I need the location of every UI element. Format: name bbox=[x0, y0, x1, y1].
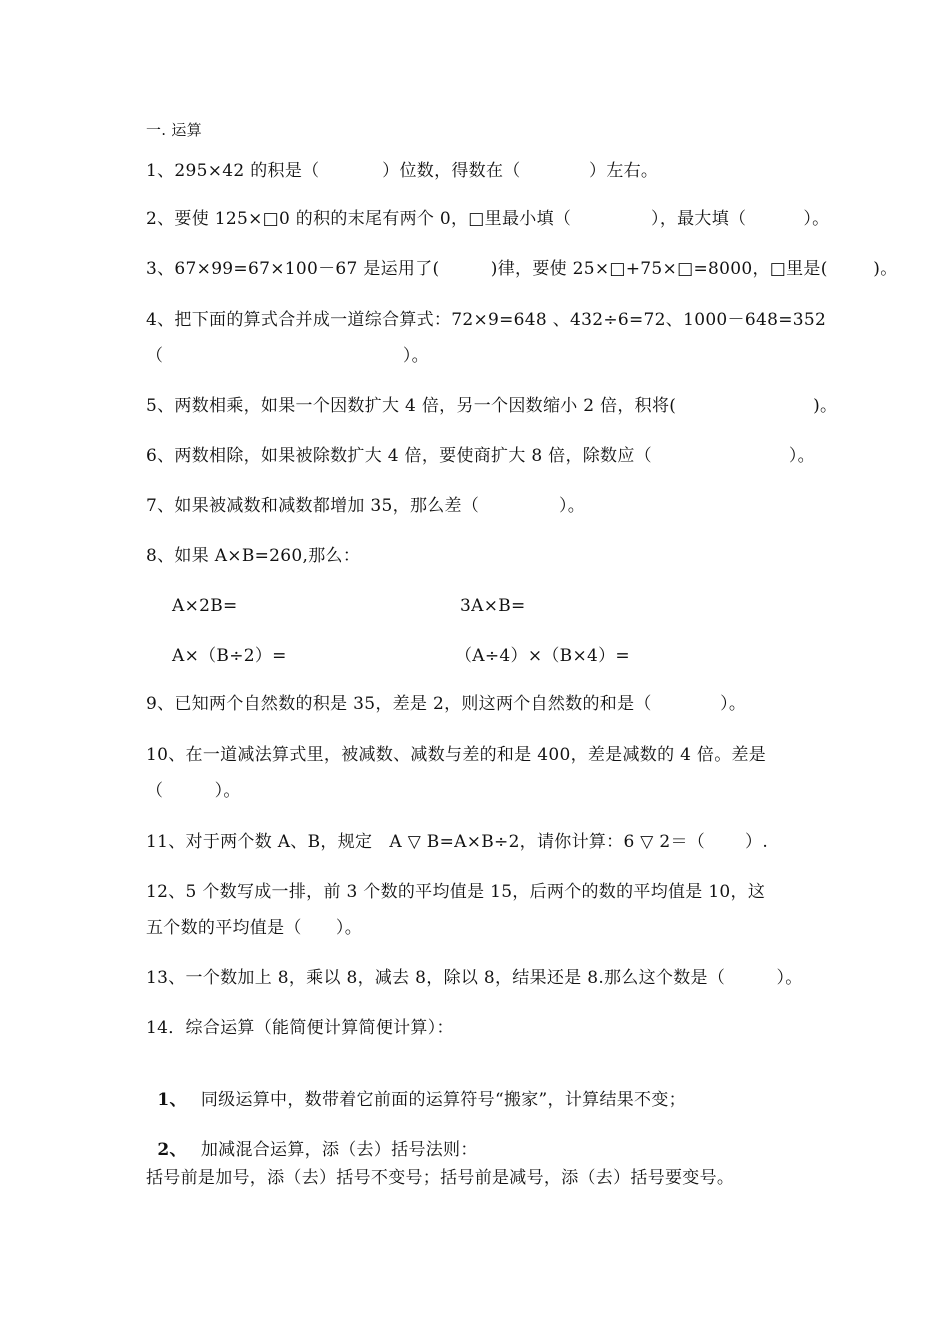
question-2: 2、要使 125×□0 的积的末尾有两个 0，□里最小填（ ），最大填（ ）。 bbox=[146, 209, 830, 229]
question-9: 9、已知两个自然数的积是 35，差是 2，则这两个自然数的和是（ ）。 bbox=[146, 694, 747, 714]
rule-2-detail: 括号前是加号，添（去）括号不变号；括号前是减号，添（去）括号要变号。 bbox=[146, 1168, 735, 1188]
question-8-item-1: A×2B= bbox=[172, 596, 238, 616]
question-13: 13、一个数加上 8，乘以 8，减去 8，除以 8，结果还是 8.那么这个数是（ ）。 bbox=[146, 968, 803, 988]
question-4-line-2: （ ）。 bbox=[146, 346, 429, 366]
rule-1-number: 1、 bbox=[157, 1090, 187, 1110]
question-12-line-2: 五个数的平均值是（ ）。 bbox=[146, 918, 363, 938]
question-10-line-1: 10、在一道减法算式里，被减数、减数与差的和是 400，差是减数的 4 倍。差是 bbox=[146, 745, 767, 765]
question-8-item-4: （A÷4）×（B×4）= bbox=[455, 646, 630, 666]
rule-2 bbox=[146, 1117, 478, 1161]
question-4-line-1: 4、把下面的算式合并成一道综合算式：72×9=648 、432÷6=72、1000－648=352 bbox=[146, 310, 827, 330]
section-heading: 一. 运算 bbox=[146, 121, 203, 139]
question-14: 14．综合运算（能简便计算简便计算）： bbox=[146, 1018, 454, 1038]
question-6: 6、两数相除，如果被除数扩大 4 倍，要使商扩大 8 倍，除数应（ ）。 bbox=[146, 446, 815, 466]
question-8: 8、如果 A×B=260,那么： bbox=[146, 546, 361, 566]
question-3: 3、67×99=67×100－67 是运用了( )律，要使 25×□+75×□=8000，□里是( )。 bbox=[146, 259, 898, 279]
rule-2-number: 2、 bbox=[157, 1140, 187, 1160]
question-8-item-3: A×（B÷2）= bbox=[172, 646, 287, 666]
question-10-line-2: （ ）。 bbox=[146, 781, 241, 801]
rule-1-text: 同级运算中，数带着它前面的运算符号“搬家”，计算结果不变； bbox=[200, 1090, 686, 1110]
question-11: 11、对于两个数 A、B，规定 A ▽ B=A×B÷2，请你计算：6 ▽ 2＝（ ）. bbox=[146, 832, 769, 852]
question-7: 7、如果被减数和减数都增加 35，那么差（ ）。 bbox=[146, 496, 586, 516]
question-1: 1、295×42 的积是（ ）位数，得数在（ ）左右。 bbox=[146, 161, 659, 181]
rule-1 bbox=[146, 1067, 686, 1111]
question-12-line-1: 12、5 个数写成一排，前 3 个数的平均值是 15，后两个的数的平均值是 10，这 bbox=[146, 882, 766, 902]
question-8-item-2: 3A×B= bbox=[460, 596, 526, 616]
rule-2-text: 加减混合运算，添（去）括号法则： bbox=[200, 1140, 478, 1160]
question-5: 5、两数相乘，如果一个因数扩大 4 倍，另一个因数缩小 2 倍，积将( )。 bbox=[146, 396, 838, 416]
